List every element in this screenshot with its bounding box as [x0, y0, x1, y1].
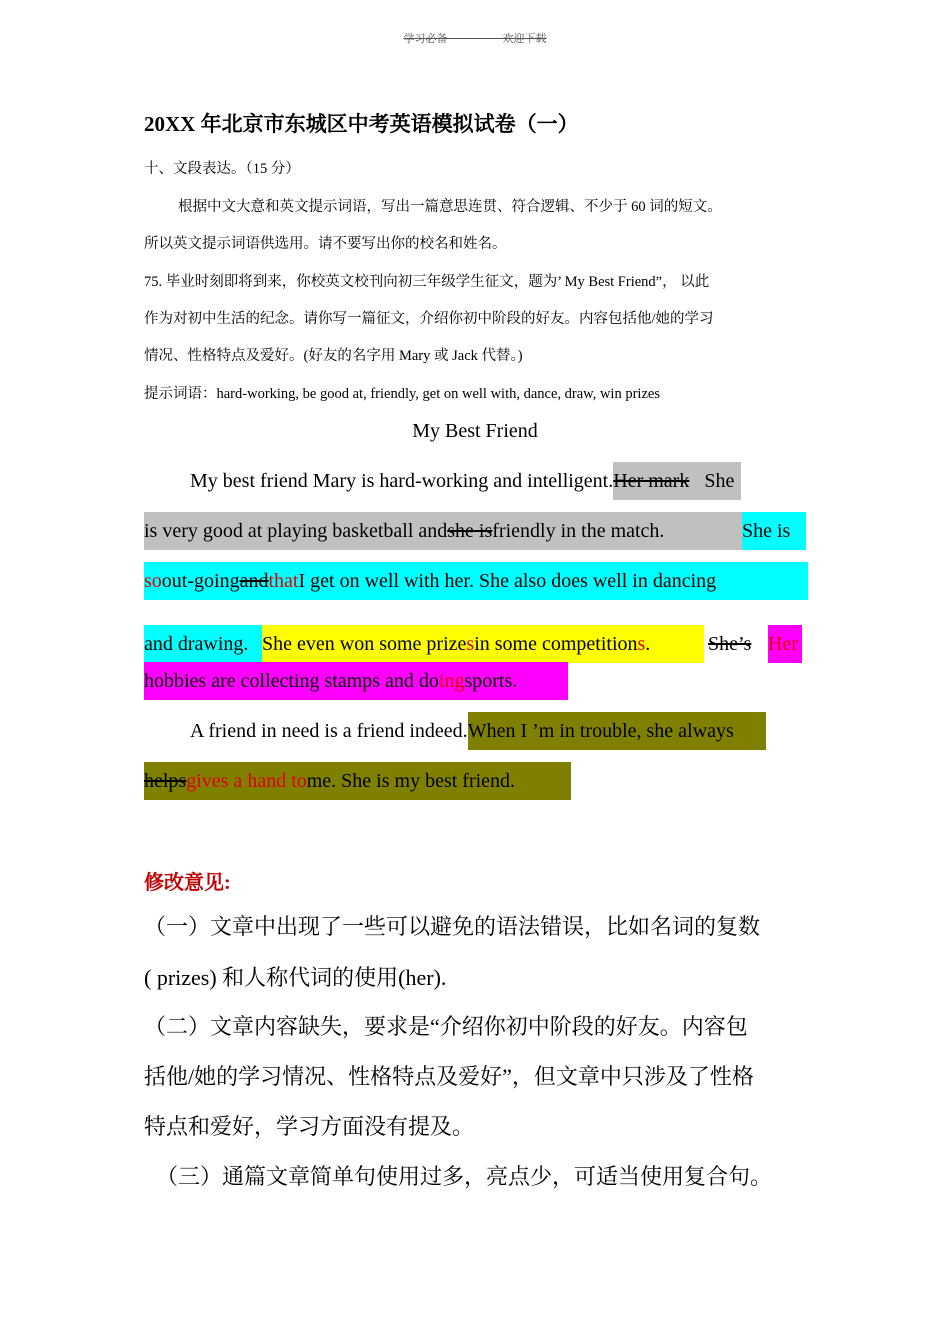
essay-line-4	[144, 612, 808, 655]
essay-line-5	[144, 662, 808, 700]
inserted-text: that	[268, 570, 299, 592]
essay-text: in some competition	[474, 633, 638, 655]
question-line-2: 作为对初中生活的纪念。请你写一篇征文，介绍你初中阶段的好友。内容包括他/她的学习	[144, 311, 714, 327]
essay-text: is very good at playing basketball and	[144, 520, 448, 542]
feedback-2-line-2: 括他/她的学习情况、性格特点及爱好”，但文章中只涉及了性格	[144, 1064, 754, 1089]
essay-text: She even won some prize	[262, 633, 467, 655]
highlight-olive: When I ’m in trouble, she always	[468, 712, 766, 750]
highlight-cyan: and drawing.	[144, 625, 262, 663]
inserted-text: s	[637, 633, 646, 655]
page-header: 学习必备－－－－－欢迎下载	[403, 33, 547, 45]
highlight-olive	[144, 762, 571, 800]
essay-text: She	[704, 470, 735, 492]
highlight-cyan: She is	[742, 512, 806, 550]
deleted-text: and	[239, 570, 269, 592]
deleted-text: she is	[447, 520, 493, 542]
essay-text: A friend in need is a friend indeed.	[190, 720, 468, 742]
hint-words: 提示词语：hard-working, be good at, friendly, get on well with, dance, draw, win prizes	[144, 386, 660, 402]
deleted-text: She’s	[708, 633, 752, 655]
essay-line-3	[144, 562, 808, 600]
essay-text: hobbies are collecting stamps and do	[144, 670, 439, 692]
essay-title: My Best Friend	[412, 420, 538, 442]
deleted-text: helps	[144, 770, 187, 792]
essay-text: sports.	[464, 670, 518, 692]
essay-text: I get on well with her. She also does well in dancing	[298, 570, 717, 592]
inserted-text: s	[466, 633, 475, 655]
highlight-yellow	[262, 625, 704, 663]
feedback-1-line-1: （一）文章中出现了一些可以避免的语法错误，比如名词的复数	[144, 914, 761, 939]
essay-text: My best friend Mary is hard-working and intelligent.	[190, 470, 614, 492]
essay-text: friendly in the match.	[492, 520, 665, 542]
feedback-1-line-2: ( prizes) 和人称代词的使用(her).	[144, 965, 447, 990]
instructions-line-1: 根据中文大意和英文提示词语，写出一篇意思连贯、符合逻辑、不少于 60 词的短文。	[178, 199, 722, 215]
highlight-magenta: Her	[768, 625, 802, 663]
essay-line-7	[144, 762, 808, 800]
section-heading: 十、文段表达。（15 分）	[144, 161, 300, 177]
essay-line-2	[144, 512, 808, 550]
essay-text: me. She is my best friend.	[306, 770, 516, 792]
essay-text: .	[645, 633, 651, 655]
question-line-1: 75. 毕业时刻即将到来，你校英文校刊向初三年级学生征文，题为’ My Best Friend”， 以此	[144, 274, 710, 290]
document-title: 20XX 年北京市东城区中考英语模拟试卷（一）	[144, 112, 579, 136]
feedback-2-line-1: （二）文章内容缺失，要求是“介绍你初中阶段的好友。内容包	[144, 1014, 748, 1039]
instructions-line-2: 所以英文提示词语供选用。请不要写出你的校名和姓名。	[144, 236, 507, 252]
feedback-heading: 修改意见:	[144, 872, 231, 894]
highlight-gray	[613, 462, 741, 500]
feedback-3-line-1: （三）通篇文章简单句使用过多，亮点少，可适当使用复合句。	[156, 1164, 773, 1189]
essay-text: out-going	[161, 570, 240, 592]
highlight-gray	[144, 512, 742, 550]
feedback-2-line-3: 特点和爱好，学习方面没有提及。	[144, 1114, 475, 1139]
inserted-text: ing	[438, 670, 465, 692]
highlight-magenta	[144, 662, 568, 700]
essay-line-6	[144, 712, 808, 750]
essay-line-1	[144, 462, 808, 500]
question-line-3: 情况、性格特点及爱好。(好友的名字用 Mary 或 Jack 代替。)	[144, 348, 523, 364]
deleted-text: Her mark	[613, 470, 690, 492]
inserted-text: gives a hand to	[186, 770, 307, 792]
inserted-text: so	[144, 570, 162, 592]
